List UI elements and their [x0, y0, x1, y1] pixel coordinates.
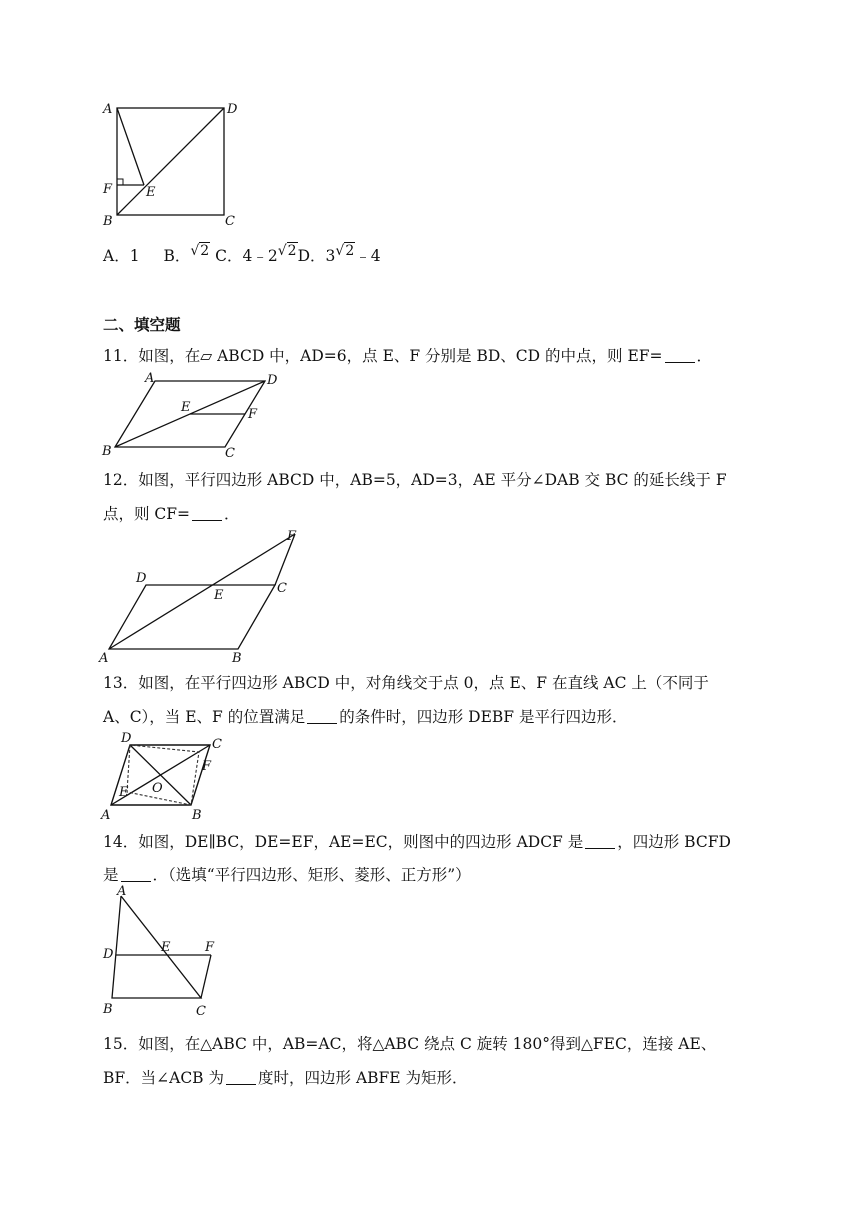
q13-figure [98, 730, 238, 825]
q11-number: 11． [103, 347, 139, 365]
q11-figure [100, 370, 290, 460]
q11-label-e: E [181, 400, 191, 415]
q14-figure [98, 885, 228, 1020]
q14-label-f: F [205, 940, 215, 955]
q14-label-a: A [117, 885, 127, 899]
q15-stem-line1: 如图，在△ABC 中，AB=AC，将△ABC 绕点 C 旋转 180°得到△FEC，连接 AE、 [138, 1035, 717, 1053]
q15-stem-end: 度时，四边形 ABFE 为矩形． [258, 1069, 468, 1087]
q12-stem-line1: 如图，平行四边形 ABCD 中，AB=5，AD=3，AE 平分∠DAB 交 BC 的延长线于 F [138, 471, 727, 489]
q13-line1 [103, 673, 709, 693]
q14-stem-line1-end: ，四边形 BCFD [617, 833, 731, 851]
q14-label-c: C [196, 1004, 206, 1019]
q10-label-c: C [225, 214, 235, 229]
q11-answer-blank[interactable] [665, 348, 695, 363]
q10-option-c-prefix: 4﹣2 [242, 247, 278, 265]
q12-label-c: C [277, 581, 287, 596]
q11-label-c: C [225, 446, 235, 460]
q14-label-e: E [161, 940, 171, 955]
q14-stem-line1: 如图，DE∥BC，DE=EF，AE=EC，则图中的四边形 ADCF 是 [138, 833, 584, 851]
q14-label-b: B [103, 1002, 113, 1017]
q14-label-d: D [103, 947, 114, 962]
q12-stem-line2: 点，则 CF= [103, 505, 191, 523]
q10-option-d-rad: 2 [345, 243, 355, 259]
q11-stem: 如图，在▱ ABCD 中，AD=6，点 E、F 分别是 BD、CD 的中点，则 EF= [138, 347, 663, 365]
q10-option-d-root: √2 [335, 243, 355, 259]
q10-label-f: F [103, 182, 113, 197]
q14-answer-blank-1[interactable] [585, 834, 615, 849]
q14-number: 14． [103, 833, 139, 851]
q10-option-c-rad: 2 [287, 243, 297, 259]
q11-label-d: D [267, 373, 278, 388]
q13-stem-line2: A、C），当 E、F 的位置满足 [103, 708, 306, 726]
q12-answer-blank[interactable] [192, 506, 222, 521]
q14-stem-line2-end: ．（选填“平行四边形、矩形、菱形、正方形”） [152, 866, 471, 884]
q10-option-b-label: B． [163, 247, 191, 265]
q13-label-f: F [202, 759, 212, 774]
q12-label-f: F [287, 529, 297, 544]
q12-number: 12． [103, 471, 139, 489]
q10-option-d-prefix: 3 [325, 247, 336, 265]
q12-line2 [103, 504, 240, 524]
q12-label-d: D [136, 571, 147, 586]
q15-line1 [103, 1034, 716, 1054]
q10-option-d-suffix: ﹣4 [355, 247, 381, 265]
q12-line1 [103, 470, 727, 490]
q10-label-a: A [103, 102, 113, 117]
q12-label-e: E [214, 588, 224, 603]
q14-answer-blank-2[interactable] [121, 867, 151, 882]
q13-line2 [103, 707, 627, 727]
q11-text [103, 346, 712, 366]
q12-figure [98, 528, 308, 668]
q13-answer-blank[interactable] [307, 709, 337, 724]
q11-label-f: F [248, 407, 258, 422]
q13-label-a: A [101, 808, 111, 823]
q10-label-b: B [103, 214, 113, 229]
q13-label-c: C [212, 737, 222, 752]
q10-option-b-value: 2 [200, 243, 210, 259]
q13-label-d: D [121, 731, 132, 746]
q11-label-a: A [145, 371, 155, 386]
q12-stem-end: ． [224, 505, 240, 523]
q10-label-d: D [227, 102, 238, 117]
q14-line1 [103, 832, 731, 852]
q10-option-b-root: √2 [190, 243, 210, 259]
q13-stem-end: 的条件时，四边形 DEBF 是平行四边形． [339, 708, 628, 726]
q15-answer-blank[interactable] [226, 1070, 256, 1085]
q10-option-c-root: √2 [277, 243, 297, 259]
q15-stem-line2: BF．当∠ACB 为 [103, 1069, 225, 1087]
q11-label-b: B [102, 444, 112, 459]
q12-label-a: A [99, 651, 109, 666]
q13-stem-line1: 如图，在平行四边形 ABCD 中，对角线交于点 0，点 E、F 在直线 AC 上（不同于 [138, 674, 709, 692]
q15-line2 [103, 1068, 468, 1088]
q15-number: 15． [103, 1035, 139, 1053]
q10-figure [100, 98, 250, 233]
q14-stem-line2: 是 [103, 866, 119, 884]
q10-options [103, 243, 381, 267]
q13-label-e: E [119, 785, 129, 800]
q10-label-e: E [146, 185, 156, 200]
section-title: 二、填空题 [103, 316, 181, 334]
q10-option-d-label: D． [297, 247, 326, 265]
q10-option-a-label: A． [103, 247, 130, 265]
q10-option-c-label: C． [215, 247, 243, 265]
q13-number: 13． [103, 674, 139, 692]
q13-label-b: B [192, 808, 202, 823]
q13-label-o: O [152, 781, 163, 796]
q10-option-a-value: 1 [129, 247, 140, 265]
q12-label-b: B [232, 651, 242, 666]
q11-stem-end: ． [696, 347, 713, 365]
q14-line2 [103, 865, 471, 885]
